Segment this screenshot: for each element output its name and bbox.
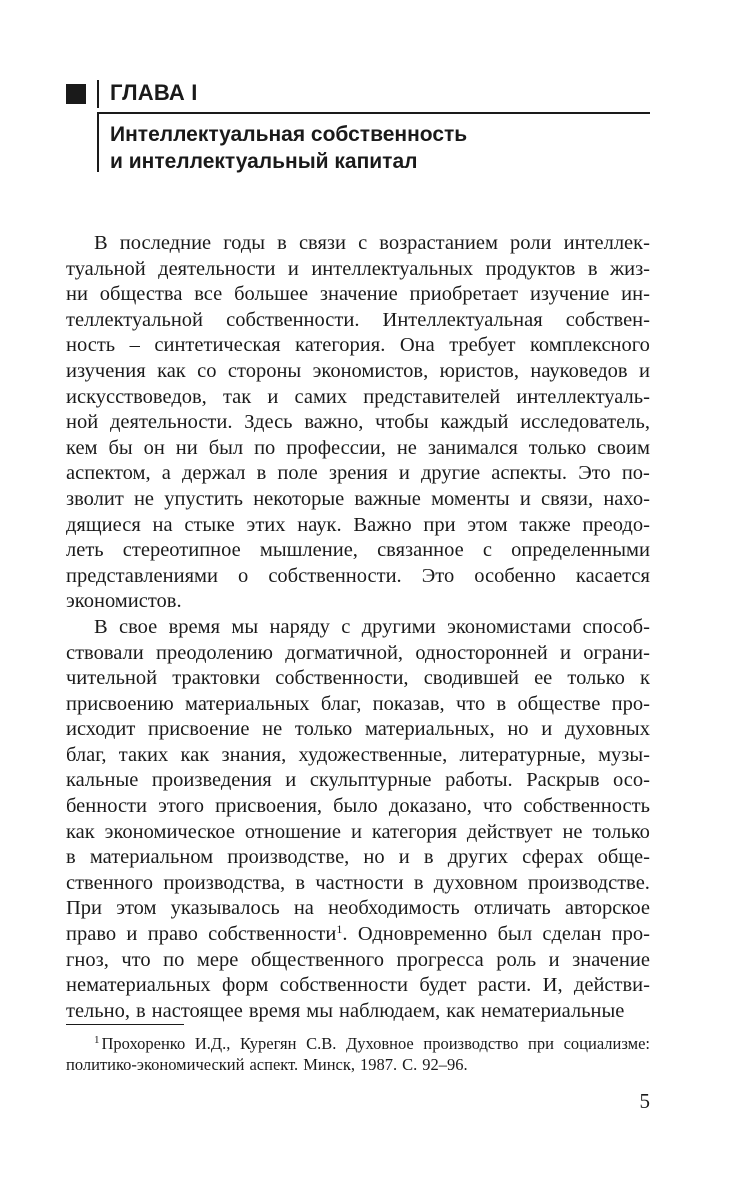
- word: музы-: [598, 743, 650, 766]
- word: что: [455, 692, 486, 715]
- word: поле: [277, 462, 318, 485]
- word: профессии,: [286, 436, 386, 459]
- word: туальной: [66, 257, 146, 280]
- text-line: [66, 231, 650, 257]
- footnote: [66, 1033, 650, 1075]
- word: ной: [66, 411, 99, 434]
- text-line: [66, 333, 650, 359]
- text-line: [66, 999, 650, 1025]
- word: при: [423, 513, 456, 536]
- text-line: [66, 820, 650, 846]
- word: трактовки: [172, 667, 261, 690]
- chapter-marker-square: [66, 84, 86, 104]
- word: тельно,: [66, 999, 130, 1022]
- word: только: [528, 436, 587, 459]
- word: время: [248, 999, 301, 1022]
- word: о: [238, 564, 249, 587]
- word: и: [287, 257, 299, 280]
- chapter-label: ГЛАВА I: [110, 80, 198, 105]
- word: жиз-: [609, 257, 650, 280]
- text-line: [66, 692, 650, 718]
- word: как: [66, 820, 95, 843]
- word: юристов,: [439, 359, 519, 382]
- word: этих: [246, 513, 286, 536]
- word: односторонней: [415, 641, 548, 664]
- word: зрения: [328, 462, 388, 485]
- word: духовном: [433, 871, 518, 894]
- word: стороны: [227, 359, 302, 382]
- word: представителей: [363, 385, 501, 408]
- word: ность: [66, 334, 116, 357]
- word: собствен-: [565, 308, 650, 331]
- word: С.: [402, 1055, 418, 1074]
- word: общества: [99, 283, 183, 306]
- word: аспект.: [249, 1055, 299, 1074]
- word: интеллектуаль-: [516, 385, 650, 408]
- word: производстве,: [227, 846, 350, 869]
- word: по: [163, 948, 185, 971]
- word: аспекты.: [491, 462, 568, 485]
- word: по: [254, 436, 276, 459]
- word: художественные,: [298, 743, 448, 766]
- word: форм: [221, 974, 269, 997]
- word: гноз,: [66, 948, 109, 971]
- word: и: [285, 769, 297, 792]
- word: в: [413, 871, 424, 894]
- word: в: [295, 871, 306, 894]
- word: интеллек-: [563, 232, 650, 254]
- word: При: [66, 897, 103, 920]
- word: со: [197, 359, 217, 382]
- text-line: [66, 948, 650, 974]
- word: этом: [467, 513, 508, 536]
- word: нематериальных: [66, 974, 211, 997]
- word: исходит: [66, 718, 136, 741]
- word: этом: [116, 897, 157, 920]
- word: скульптурные: [309, 769, 432, 792]
- word: доказано,: [388, 795, 472, 818]
- chapter-title-line: Интеллектуальная собственность: [110, 123, 468, 146]
- word: общественного: [250, 948, 384, 971]
- word: деятельности.: [110, 411, 233, 434]
- page-number: 5: [639, 1089, 650, 1113]
- word: благ,: [320, 692, 362, 715]
- paragraph: [66, 231, 650, 615]
- body-text: [66, 231, 650, 1024]
- text-line: [66, 973, 650, 999]
- word: не: [133, 487, 155, 510]
- word: В: [94, 232, 108, 254]
- text-line: [66, 385, 650, 411]
- word: каждый: [440, 411, 509, 434]
- word: настоящее: [151, 999, 243, 1022]
- word: и: [519, 487, 531, 510]
- word: сводившей: [423, 667, 519, 690]
- word: Минск,: [303, 1055, 355, 1074]
- word: присвоения,: [215, 795, 323, 818]
- word: в: [423, 846, 434, 869]
- word: действи-: [573, 974, 650, 997]
- word: возрастанием: [379, 232, 498, 254]
- word: был: [208, 436, 244, 459]
- word: изучение: [529, 283, 610, 306]
- word: собственности$^1$.: [208, 922, 348, 946]
- word: право: [66, 923, 117, 946]
- text-line: [66, 641, 650, 667]
- word: моменты: [431, 487, 510, 510]
- word: также: [519, 513, 571, 536]
- paragraph: [66, 615, 650, 1025]
- word: другие: [420, 462, 481, 485]
- word: на: [152, 513, 173, 536]
- word: только: [592, 820, 650, 843]
- word: ограни-: [583, 641, 650, 664]
- word: бы: [108, 436, 133, 459]
- word: свое: [119, 615, 158, 638]
- word: благ,: [66, 743, 107, 766]
- word: производство: [423, 1034, 519, 1053]
- word: обществе: [517, 692, 601, 715]
- word: экономическое: [104, 820, 235, 843]
- word: указывалось: [170, 897, 280, 920]
- word: В: [94, 615, 108, 638]
- word: упустить: [164, 487, 244, 510]
- word: действует: [466, 820, 553, 843]
- word: зволит: [66, 487, 124, 510]
- word: продуктов: [485, 257, 576, 280]
- word: как: [446, 999, 475, 1022]
- word: последние: [119, 232, 212, 254]
- word: интеллектуальных: [311, 257, 474, 280]
- word: связи,: [541, 487, 594, 510]
- chapter-title: [110, 121, 467, 175]
- text-line: [66, 896, 650, 922]
- text-line: [66, 436, 650, 462]
- word: только: [567, 667, 625, 690]
- word: материальных,: [364, 718, 495, 741]
- word: особенно: [474, 564, 556, 587]
- word: про-: [611, 923, 650, 946]
- text-line: [66, 538, 650, 564]
- footnote-marker: 1: [94, 1034, 100, 1046]
- text-line: [66, 845, 650, 871]
- word: значение: [319, 283, 398, 306]
- word: чительной: [66, 667, 158, 690]
- word: кальные: [66, 769, 139, 792]
- word: Интеллектуальная: [382, 308, 543, 331]
- word: чтобы: [375, 411, 429, 434]
- word: литературные,: [459, 743, 586, 766]
- text-line: [66, 564, 650, 590]
- word: показав,: [372, 692, 445, 715]
- word: значение: [572, 948, 650, 971]
- word: собственности.: [226, 308, 360, 331]
- word: бенности: [66, 795, 147, 818]
- text-line: [66, 717, 650, 743]
- word: этого: [158, 795, 204, 818]
- word: экономистов.: [66, 590, 182, 613]
- word: мы: [231, 615, 259, 638]
- word: прогресса: [396, 948, 484, 971]
- word: и: [548, 948, 560, 971]
- word: и: [541, 718, 553, 741]
- footnote-reference[interactable]: 1: [336, 922, 343, 937]
- word: наук.: [297, 513, 342, 536]
- word: в: [135, 999, 146, 1022]
- word: догматичной,: [285, 641, 404, 664]
- word: про-: [611, 692, 650, 715]
- word: отличать: [473, 897, 551, 920]
- word: определенными: [511, 539, 650, 562]
- word: время: [168, 615, 221, 638]
- word: других: [447, 846, 508, 869]
- word: и: [559, 641, 571, 664]
- word: 92–96.: [422, 1055, 468, 1074]
- word: мере: [196, 948, 239, 971]
- word: при: [528, 1034, 554, 1053]
- word: самих: [294, 385, 348, 408]
- word: преодолению: [156, 641, 273, 664]
- word: держал: [182, 462, 246, 485]
- word: Важно: [353, 513, 412, 536]
- word: не: [262, 718, 283, 741]
- word: нематериальные: [480, 999, 625, 1022]
- word: он: [143, 436, 165, 459]
- word: сделан: [542, 923, 602, 946]
- word: Духовное: [345, 1034, 414, 1053]
- word: леть: [66, 539, 104, 562]
- word: кем: [66, 436, 98, 459]
- word: по-: [621, 462, 650, 485]
- word: экономистов,: [312, 359, 429, 382]
- word: исследователь,: [520, 411, 650, 434]
- word: синтетическая: [154, 334, 281, 357]
- word: как: [180, 743, 210, 766]
- text-line: [66, 615, 650, 641]
- text-line: [66, 257, 650, 283]
- word: был: [497, 923, 533, 946]
- title-divider-vertical: [97, 114, 99, 172]
- word: к: [639, 667, 650, 690]
- word: с: [482, 539, 492, 562]
- word: ин-: [621, 283, 650, 306]
- word: расти.: [477, 974, 532, 997]
- word: производстве.: [527, 871, 650, 894]
- word: 1987.: [359, 1055, 398, 1074]
- word: работы.: [445, 769, 513, 792]
- word: искусствоведов,: [66, 385, 207, 408]
- word: что: [482, 795, 513, 818]
- word: важно,: [304, 411, 364, 434]
- word: духовных: [564, 718, 650, 741]
- text-line: [66, 768, 650, 794]
- word: и: [398, 462, 410, 485]
- word: с: [341, 615, 351, 638]
- word: материальном: [89, 846, 214, 869]
- word: а: [161, 462, 171, 485]
- text-line: [66, 410, 650, 436]
- word: комплексного: [529, 334, 650, 357]
- word: не: [562, 820, 583, 843]
- text-line: [66, 487, 650, 513]
- word: социализме:: [563, 1034, 650, 1053]
- word: собственность: [523, 795, 650, 818]
- word: и: [398, 846, 410, 869]
- word: преодо-: [582, 513, 650, 536]
- word: будет: [419, 974, 467, 997]
- word: в: [256, 462, 267, 485]
- word: связанное: [377, 539, 464, 562]
- word: собственности,: [275, 667, 409, 690]
- word: необходимость: [328, 897, 460, 920]
- word: ее: [534, 667, 553, 690]
- word: роль: [496, 948, 537, 971]
- word: ственного: [66, 871, 154, 894]
- word: науковедов: [530, 359, 628, 382]
- text-line: [66, 513, 650, 539]
- word: деятельности: [158, 257, 276, 280]
- word: собственности: [279, 974, 408, 997]
- word: что: [121, 948, 151, 971]
- word: ствовали: [66, 641, 144, 664]
- word: касается: [575, 564, 650, 587]
- word: С.В.: [306, 1034, 337, 1053]
- word: только: [294, 718, 353, 741]
- word: но: [507, 718, 529, 741]
- text-line: [66, 743, 650, 769]
- word: требует: [449, 334, 516, 357]
- word: так: [222, 385, 252, 408]
- word: занимался: [427, 436, 518, 459]
- word: собственности.: [268, 564, 402, 587]
- chapter-divider-vertical: [97, 80, 99, 108]
- word: материальных: [185, 692, 310, 715]
- word: –: [129, 334, 140, 357]
- word: сферах: [522, 846, 584, 869]
- word: с: [358, 232, 368, 254]
- word: обще-: [597, 846, 650, 869]
- text-line: [66, 461, 650, 487]
- word: ни: [175, 436, 198, 459]
- word: некоторые: [253, 487, 345, 510]
- text-line: [66, 359, 650, 385]
- word: наблюдаем,: [339, 999, 441, 1022]
- word: политико-экономический: [66, 1055, 245, 1074]
- word: стыке: [184, 513, 235, 536]
- word: мы: [306, 999, 333, 1022]
- word: но: [363, 846, 385, 869]
- word: нахо-: [603, 487, 650, 510]
- word: Здесь: [244, 411, 293, 434]
- word: знания,: [221, 743, 287, 766]
- word: теллектуальной: [66, 308, 204, 331]
- word: Раскрыв: [526, 769, 600, 792]
- word: И.Д.,: [194, 1034, 231, 1053]
- chapter-divider-horizontal: [97, 112, 650, 114]
- word: годы: [223, 232, 266, 254]
- word: аспектом,: [66, 462, 151, 485]
- text-line: [66, 666, 650, 692]
- word: и: [267, 385, 279, 408]
- word: категория.: [295, 334, 386, 357]
- word: в: [587, 257, 598, 280]
- word: не: [396, 436, 417, 459]
- footnote-divider: [66, 1024, 184, 1025]
- footnote-line: [66, 1054, 650, 1075]
- word: и: [350, 820, 362, 843]
- word: категория: [371, 820, 457, 843]
- word: стереотипное: [122, 539, 241, 562]
- word: ни: [66, 283, 88, 306]
- word: и: [638, 359, 650, 382]
- word: таких: [118, 743, 169, 766]
- word: способ-: [582, 615, 650, 638]
- word: мышление,: [259, 539, 358, 562]
- word: изучения: [66, 359, 146, 382]
- word: все: [194, 283, 223, 306]
- word: роли: [510, 232, 552, 254]
- word: в: [277, 232, 287, 254]
- word: связи: [298, 232, 346, 254]
- word: приобретает: [409, 283, 519, 306]
- word: было: [333, 795, 378, 818]
- word: производства,: [163, 871, 286, 894]
- word: своим: [597, 436, 650, 459]
- word: произведения: [151, 769, 272, 792]
- text-line: [66, 922, 650, 948]
- text-line: [66, 871, 650, 897]
- word: в: [496, 692, 507, 715]
- footnote-line: [66, 1033, 650, 1054]
- text-line: [66, 308, 650, 334]
- word: частности: [315, 871, 404, 894]
- word: большее: [234, 283, 309, 306]
- text-line: [66, 589, 650, 615]
- word: Одновременно: [357, 923, 488, 946]
- word: авторское: [564, 897, 650, 920]
- word: экономистами: [447, 615, 572, 638]
- word: право: [147, 923, 198, 946]
- word: другими: [361, 615, 436, 638]
- text-line: [66, 794, 650, 820]
- word: присвоение: [147, 718, 250, 741]
- word: как: [157, 359, 186, 382]
- word: Курегян: [240, 1034, 297, 1053]
- word: осо-: [613, 769, 650, 792]
- word: и: [126, 923, 138, 946]
- word: $^1$ Прохоренко: [94, 1034, 186, 1053]
- word: важные: [354, 487, 421, 510]
- word: Она: [399, 334, 435, 357]
- word: представлениями: [66, 564, 218, 587]
- word: в: [66, 846, 76, 869]
- word: на: [293, 897, 314, 920]
- word: отношение: [244, 820, 341, 843]
- word: дящиеся: [66, 513, 141, 536]
- text-line: [66, 282, 650, 308]
- chapter-title-line: и интеллектуальный капитал: [110, 150, 418, 173]
- word: Это: [421, 564, 455, 587]
- word: Это: [578, 462, 611, 485]
- word: наряду: [269, 615, 330, 638]
- word: И,: [542, 974, 563, 997]
- word: присвоению: [66, 692, 174, 715]
